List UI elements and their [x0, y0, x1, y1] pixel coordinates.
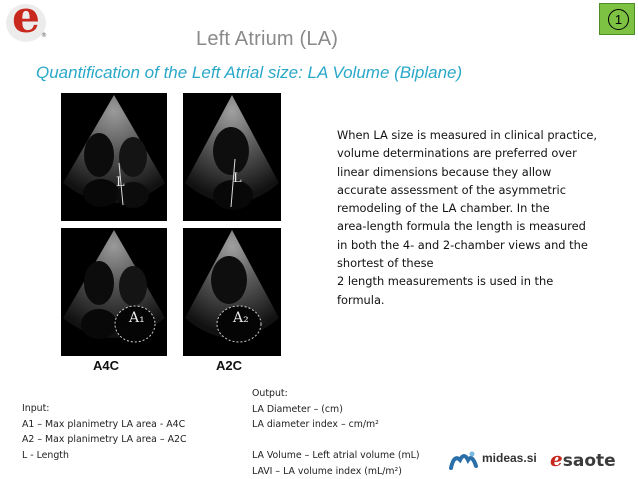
echo-a4c-area-graphic	[61, 228, 167, 356]
output-line: LA Diameter – (cm)	[252, 403, 343, 415]
echo-image-a4c-length	[61, 93, 167, 221]
input-line: A2 – Max planimetry LA area – A2C	[22, 434, 187, 445]
input-block	[22, 401, 187, 463]
description-line: in both the 4- and 2-chamber views and the	[337, 237, 588, 252]
slide-number: 1	[608, 9, 629, 30]
output-line: LA diameter index – cm/m²	[252, 419, 379, 430]
description-line: When LA size is measured in clinical practice,	[337, 128, 597, 142]
mideas-m-icon	[448, 448, 480, 472]
mideas-text: mideas.si	[482, 451, 537, 465]
esaote-logo	[550, 447, 616, 471]
description-text	[337, 126, 627, 309]
mideas-logo	[448, 448, 543, 472]
echo-image-a2c-area	[183, 228, 281, 356]
echo-image-a2c-length	[183, 93, 281, 221]
esaote-logo-e: e	[550, 447, 563, 471]
logo-letter: e	[12, 0, 40, 43]
length-tag: L	[116, 175, 125, 190]
view-label-a4c: A4C	[93, 358, 120, 373]
echo-image-a4c-area	[61, 228, 167, 356]
description-line: remodeling of the LA chamber. In the	[337, 201, 550, 216]
output-line: LAVI – LA volume index (mL/m²)	[252, 465, 402, 477]
echo-a2c-area-graphic	[183, 228, 281, 356]
esaote-e-logo	[6, 0, 47, 43]
esaote-logo-text: saote	[562, 451, 616, 471]
echo-a2c-length-graphic	[183, 93, 281, 221]
output-line	[252, 433, 420, 449]
page-subtitle: Quantification of the Left Atrial size: LA Volume (Biplane)	[36, 63, 463, 82]
slide-number-badge	[599, 3, 635, 35]
description-line: linear dimensions because they allow	[337, 164, 552, 179]
description-line: volume determinations are preferred over	[337, 146, 577, 161]
description-line: formula.	[337, 292, 385, 307]
view-label-a2c: A2C	[216, 358, 243, 373]
description-line: shortest of these	[337, 256, 434, 271]
input-heading: Input:	[22, 403, 50, 414]
trademark-symbol: ®	[41, 32, 47, 39]
input-line: L - Length	[22, 449, 69, 461]
output-heading: Output:	[252, 388, 288, 399]
area-tag: A₁	[129, 310, 145, 326]
output-line: LA Volume – Left atrial volume (mL)	[252, 450, 420, 461]
description-line: 2 length measurements is used in the	[337, 274, 554, 289]
echo-a4c-length-graphic	[61, 93, 167, 221]
area-tag: A₂	[233, 310, 249, 326]
description-line: accurate assessment of the asymmetric	[337, 182, 566, 197]
length-tag: L	[233, 171, 242, 186]
input-line: A1 – Max planimetry LA area - A4C	[22, 418, 186, 430]
description-line: area-length formula the length is measured	[337, 219, 586, 234]
output-block	[252, 386, 420, 479]
page-title: Left Atrium (LA)	[196, 28, 339, 50]
